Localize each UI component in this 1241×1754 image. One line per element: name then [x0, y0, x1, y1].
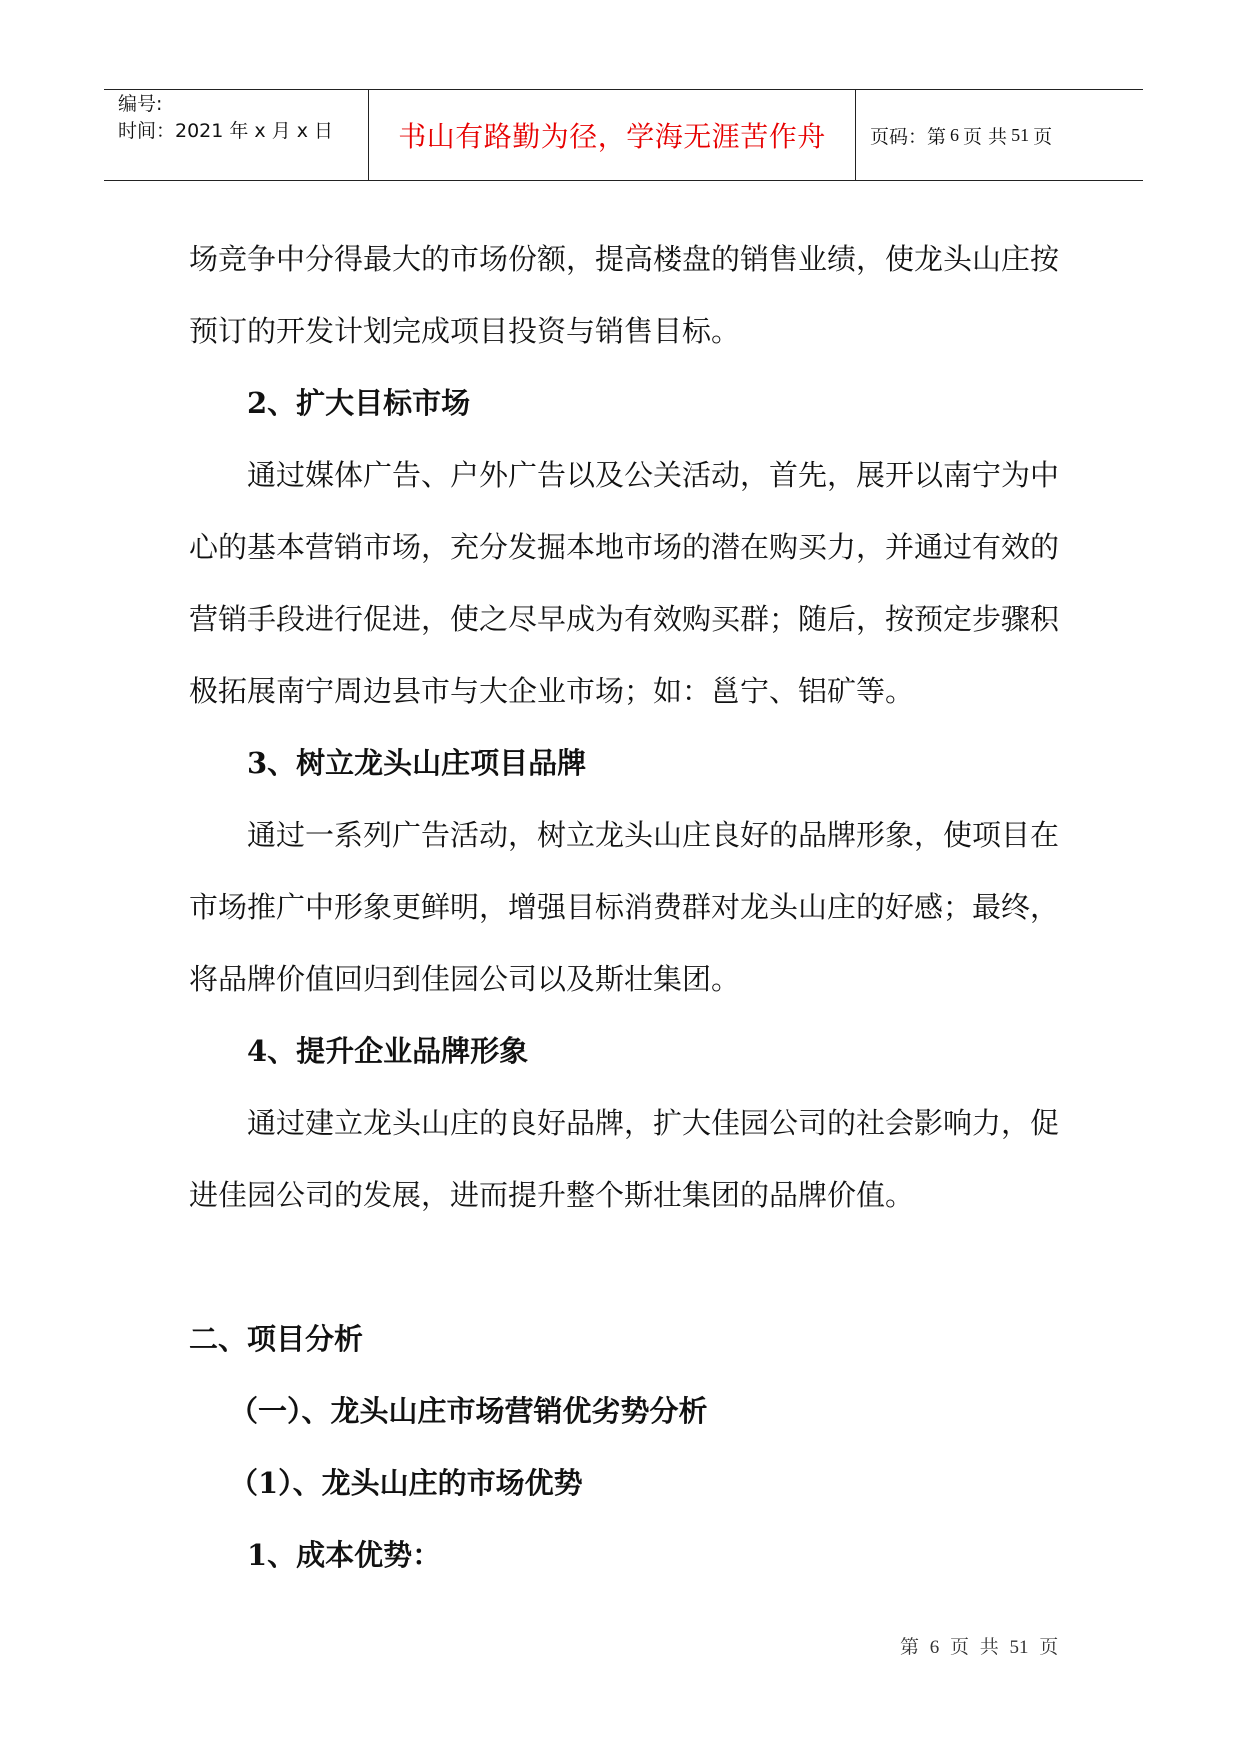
section-heading: 2、扩大目标市场 [247, 386, 471, 420]
subsection-heading: （1）、龙头山庄的市场优势 [229, 1466, 583, 1500]
paragraph-line: 通过一系列广告活动，树立龙头山庄良好的品牌形象，使项目在 [247, 818, 1060, 852]
subsection-heading: 1、成本优势： [247, 1538, 442, 1572]
section-heading: 3、树立龙头山庄项目品牌 [247, 746, 587, 780]
section-heading: 4、提升企业品牌形象 [247, 1034, 529, 1068]
subsection-heading: （一）、龙头山庄市场营销优劣势分析 [229, 1394, 708, 1428]
document-code-label: 编号: [118, 93, 163, 115]
paragraph-line: 营销手段进行促进，使之尽早成为有效购买群；随后，按预定步骤积 [189, 602, 1060, 636]
header-page-number [856, 90, 1143, 180]
page-footer: 第 6 页 共 51 页 [900, 1637, 1059, 1658]
page-mid: 页 共 [963, 125, 1008, 148]
paragraph-line: 通过建立龙头山庄的良好品牌，扩大佳园公司的社会影响力，促 [247, 1106, 1060, 1140]
paragraph-line: 心的基本营销市场，充分发掘本地市场的潜在购买力，并通过有效的 [189, 530, 1060, 564]
page-header [104, 89, 1143, 181]
paragraph-line: 预订的开发计划完成项目投资与销售目标。 [189, 314, 741, 348]
paragraph-line: 市场推广中形象更鲜明，增强目标消费群对龙头山庄的好感；最终， [189, 890, 1060, 924]
page-current: 6 [950, 124, 960, 145]
paragraph-line: 通过媒体广告、户外广告以及公关活动，首先，展开以南宁为中 [247, 458, 1060, 492]
paragraph-line: 进佳园公司的发展，进而提升整个斯壮集团的品牌价值。 [189, 1178, 915, 1212]
page-suffix: 页 [1033, 125, 1053, 148]
page-total: 51 [1011, 124, 1030, 145]
chapter-heading: 二、项目分析 [189, 1322, 364, 1356]
spacer [189, 1238, 1061, 1310]
header-meta [104, 90, 369, 180]
header-motto: 书山有路勤为径，学海无涯苦作舟 [369, 90, 856, 180]
paragraph-line: 极拓展南宁周边县市与大企业市场；如：邕宁、铝矿等。 [189, 674, 915, 708]
document-time-label: 时间：2021 年 x 月 x 日 [118, 120, 334, 142]
paragraph-line: 场竞争中分得最大的市场份额，提高楼盘的销售业绩，使龙头山庄按 [189, 242, 1060, 276]
paragraph-line: 将品牌价值回归到佳园公司以及斯壮集团。 [189, 962, 741, 996]
document-body [189, 230, 1061, 1598]
page-prefix: 页码：第 [870, 125, 947, 148]
